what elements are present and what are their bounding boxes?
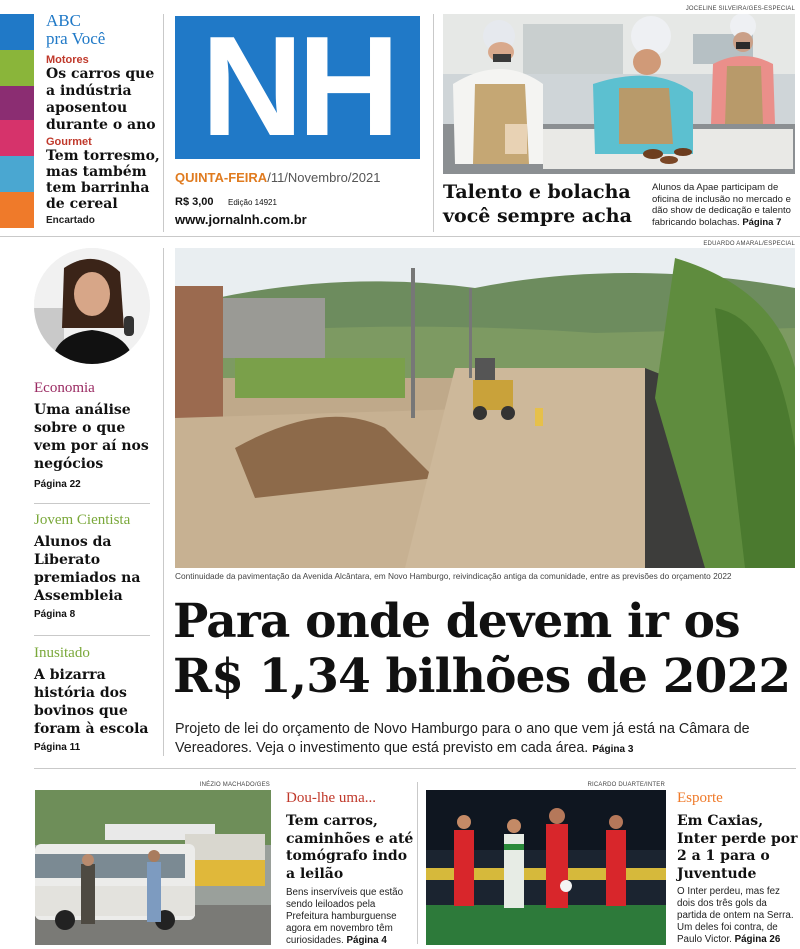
main-deck	[175, 720, 795, 759]
price-line	[175, 192, 277, 210]
sport-kicker: Esporte	[677, 790, 723, 806]
sidebar-kicker-jovem-cientista: Jovem Cientista	[34, 512, 131, 528]
abc-title[interactable]	[46, 12, 158, 48]
sidebar-headline-inusitado: A bizarra história dos bovinos que foram à escola	[34, 667, 149, 737]
auction-photo-credit: INÉZIO MACHADO/GES	[199, 782, 270, 788]
main-headline[interactable]	[173, 594, 793, 704]
sidebar-item-inusitado[interactable]	[34, 645, 154, 753]
auction-page: Página 4	[346, 935, 387, 946]
sidebar-page-jovem-cientista: Página 8	[34, 609, 76, 620]
sidebar-item-jovem-cientista[interactable]	[34, 512, 152, 620]
abc-item-gourmet[interactable]	[46, 136, 162, 212]
sidebar-page-inusitado: Página 11	[34, 742, 81, 753]
abc-title-line1: ABC	[46, 11, 81, 30]
top-story-summary-text: Alunos da Apae participam de oficina de inclusão no mercado e dão show de dedicação e talento fabricando bolachas.	[652, 182, 791, 228]
color-bar-orange	[0, 192, 34, 228]
apae-photo[interactable]	[443, 14, 795, 174]
main-photo-credit: EDUARDO AMARAL/ESPECIAL	[703, 241, 795, 247]
main-photo-caption: Continuidade da pavimentação da Avenida Alcântara, em Novo Hamburgo, reivindicação antiga da comunidade, entre as previsões do orçamento 2022	[175, 571, 732, 581]
abc-title-line2: pra Você	[46, 29, 106, 48]
date-rest: /11/Novembro/2021	[267, 170, 381, 185]
abc-footer: Encartado	[46, 215, 95, 226]
divider-vertical-masthead	[433, 14, 434, 232]
bottom-item-auction[interactable]	[286, 790, 416, 947]
divider-vertical-sidebar	[163, 248, 164, 756]
bottom-item-sport[interactable]	[677, 790, 799, 946]
color-bar-pink	[0, 120, 34, 156]
abc-kicker-gourmet: Gourmet	[46, 136, 92, 148]
sidebar-item-economia[interactable]	[34, 380, 152, 490]
edition: Edição 14921	[227, 198, 277, 207]
sport-summary-text: O Inter perdeu, mas fez dois dos três gols da partida de ontem na Serra. Um deles foi contra, de Paulo Victor.	[677, 886, 794, 945]
color-bar-cyan	[0, 156, 34, 192]
color-bar-purple	[0, 86, 34, 120]
price: R$ 3,00	[175, 196, 214, 208]
main-photo-art	[175, 248, 795, 568]
color-bar-green	[0, 50, 34, 86]
main-headline-line2: R$ 1,34 bilhões de 2022	[173, 649, 791, 704]
sidebar-headline-jovem-cientista: Alunos da Liberato premiados na Assembleia	[34, 534, 141, 604]
main-photo[interactable]	[175, 248, 795, 568]
divider-vertical-abc	[163, 14, 164, 232]
columnist-portrait	[34, 248, 150, 364]
top-story-page[interactable]: Página 7	[742, 216, 782, 228]
sidebar-headline-economia: Uma análise sobre o que vem por aí nos negócios	[34, 402, 149, 472]
auction-photo-art	[35, 790, 271, 945]
sport-photo[interactable]	[426, 790, 666, 945]
main-deck-text: Projeto de lei do orçamento de Novo Hamburgo para o ano que vem já está na Câmara de Vereadores. Veja o investimento que está previsto em cada área.	[175, 721, 750, 756]
date-line	[175, 170, 380, 185]
logo[interactable]	[175, 7, 420, 166]
auction-headline: Tem carros, caminhões e até tomógrafo indo a leilão	[286, 813, 414, 882]
divider-sidebar-2	[34, 635, 150, 636]
sport-photo-art	[426, 790, 666, 945]
sport-page: Página 26	[734, 934, 781, 945]
divider-horizontal-top	[0, 236, 800, 237]
sidebar-kicker-inusitado: Inusitado	[34, 645, 90, 661]
abc-headline-motores: Os carros que a indústria aposentou durante o ano	[46, 66, 156, 133]
main-page[interactable]: Página 3	[592, 744, 634, 755]
abc-kicker-motores: Motores	[46, 54, 89, 66]
website-link[interactable]: www.jornalnh.com.br	[175, 212, 307, 227]
sport-summary	[677, 886, 799, 946]
main-headline-line1: Para onde devem ir os	[173, 594, 740, 649]
top-story-headline[interactable]: Talento e bolacha você sempre acha	[443, 181, 632, 227]
date-day: QUINTA-FEIRA	[175, 170, 268, 185]
auction-photo[interactable]	[35, 790, 271, 945]
sport-photo-credit: RICARDO DUARTE/INTER	[587, 782, 665, 788]
sidebar-kicker-economia: Economia	[34, 380, 95, 396]
auction-kicker: Dou-lhe uma...	[286, 790, 376, 806]
divider-vertical-bottom	[417, 782, 418, 944]
economia-columnist-photo[interactable]	[34, 248, 150, 364]
abc-item-motores[interactable]	[46, 54, 162, 134]
logo-text: NH	[200, 7, 395, 166]
top-story-summary	[652, 182, 797, 228]
color-bar-blue	[0, 14, 34, 50]
abc-headline-gourmet: Tem torresmo, mas também tem barrinha de cereal	[46, 148, 160, 212]
apae-photo-art	[443, 14, 795, 174]
divider-sidebar-1	[34, 503, 150, 504]
sidebar-page-economia: Página 22	[34, 479, 81, 490]
top-photo-credit: JOCELINE SILVEIRA/GES-ESPECIAL	[685, 6, 795, 12]
auction-summary	[286, 887, 416, 947]
sport-headline: Em Caxias, Inter perde por 2 a 1 para o Juventude	[677, 813, 798, 882]
divider-horizontal-bottom	[34, 768, 796, 769]
auction-summary-text: Bens inservíveis que estão sendo leiloados pela Prefeitura hamburguense agora em novembro têm curiosidades.	[286, 887, 404, 946]
